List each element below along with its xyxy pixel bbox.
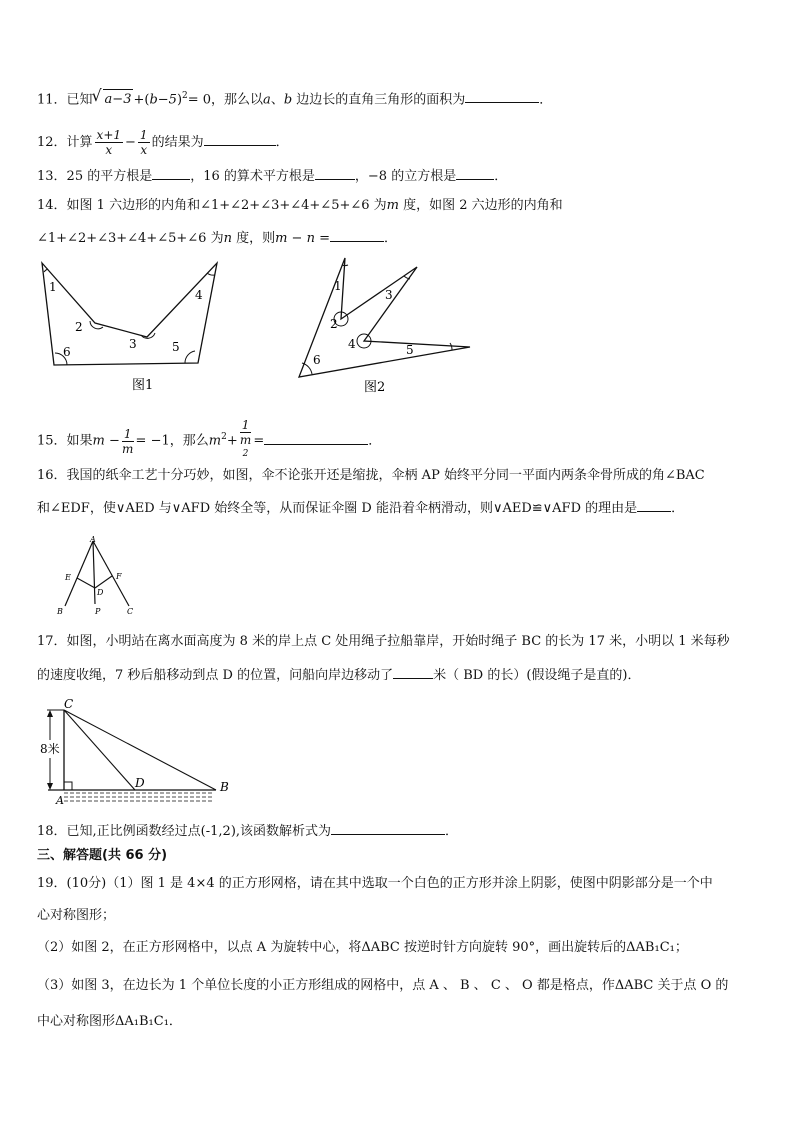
denominator: m — [122, 441, 134, 456]
point-label: E — [65, 573, 71, 582]
q19-line2: 心对称图形； — [37, 908, 116, 923]
q13-text2: ，16 的算术平方根是 — [190, 169, 315, 184]
answer-blank[interactable] — [330, 227, 384, 242]
q14-mn: m − n = — [275, 231, 330, 246]
question-19-line5 — [37, 1012, 182, 1032]
q11-radical: √ a−3 — [103, 89, 134, 110]
denominator: x — [105, 143, 113, 157]
fraction — [138, 128, 150, 157]
angle-label: 2 — [330, 317, 338, 331]
denominator: m — [239, 433, 252, 447]
q16-end: ． — [671, 501, 685, 516]
angle-label: 2 — [75, 320, 83, 334]
q14-line1b: 度，如图 2 六边形的内角和 — [398, 198, 563, 213]
q14-end: ． — [383, 231, 397, 246]
q15-end: ． — [368, 433, 382, 449]
q11-mid2: ) — [176, 92, 183, 108]
angle-label: 1 — [334, 279, 342, 293]
fraction — [95, 128, 123, 157]
point-label: C — [64, 697, 74, 711]
figure-2-label: 图2 — [364, 380, 386, 395]
point-label: P — [95, 607, 101, 616]
q13-end: ． — [494, 169, 508, 184]
point-label: B — [220, 780, 229, 794]
q15-exp: 2 — [221, 432, 227, 443]
question-16-line2 — [37, 497, 684, 519]
denominator-exp: 2 — [242, 449, 249, 459]
umbrella-figure — [52, 534, 142, 618]
numerator: 1 — [139, 128, 148, 142]
answer-blank[interactable] — [264, 430, 368, 445]
question-18 — [37, 820, 458, 842]
answer-blank[interactable] — [204, 131, 276, 146]
question-17-line2 — [37, 664, 640, 686]
q15-eq2: = — [253, 433, 265, 449]
q11-end: ． — [539, 92, 553, 108]
question-19-line1 — [37, 874, 713, 894]
q15-plus: + — [226, 433, 238, 449]
angle-label: 4 — [348, 337, 356, 351]
figure-1-hexagon — [35, 255, 230, 395]
q11-b: b — [283, 92, 293, 108]
angle-label: 5 — [406, 343, 414, 357]
angle-label: 4 — [195, 288, 203, 302]
numerator: 1 — [123, 426, 132, 441]
q14-line2a: ∠1+∠2+∠3+∠4+∠5+∠6 为 — [37, 231, 224, 246]
q11-exp: 2 — [182, 91, 188, 101]
angle-label: 3 — [385, 288, 393, 302]
q19-line1: 19．(10分)（1）图 1 是 4×4 的正方形网格，请在其中选取一个白色的正方形并涂上阴影，使图中阴影部分是一个中 — [37, 876, 713, 891]
q18-end: ． — [445, 824, 459, 839]
q15-m2: m — [208, 433, 222, 449]
q11-suffix: 边边长的直角三角形的面积为 — [292, 92, 466, 108]
angle-label: 1 — [49, 280, 57, 294]
angle-label: 5 — [172, 340, 180, 354]
question-12 — [37, 128, 289, 157]
figure-2-hexagon — [292, 253, 477, 395]
question-19-line4 — [37, 976, 728, 996]
q12-end: ． — [275, 135, 289, 150]
fraction — [122, 427, 134, 456]
q14-n: n — [223, 231, 232, 246]
q12-prefix: 12．计算 — [37, 135, 93, 150]
question-15 — [37, 418, 381, 464]
q14-line1a: 14．如图 1 六边形的内角和∠1+∠2+∠3+∠4+∠5+∠6 为 — [37, 198, 387, 213]
answer-blank[interactable] — [456, 165, 494, 180]
fraction — [240, 418, 252, 464]
answer-blank[interactable] — [637, 497, 671, 512]
answer-blank[interactable] — [315, 165, 355, 180]
angle-label: 6 — [63, 345, 71, 359]
question-19-line2 — [37, 906, 115, 926]
q15-prefix: 15．如果 — [37, 433, 93, 449]
question-11 — [37, 86, 552, 110]
point-label: A — [90, 535, 96, 544]
angle-label: 6 — [313, 353, 321, 367]
answer-blank[interactable] — [152, 165, 190, 180]
point-label: F — [116, 572, 122, 581]
point-label: B — [57, 607, 63, 616]
question-14-line2 — [37, 227, 397, 249]
q11-a: a — [263, 92, 271, 108]
boat-figure — [38, 696, 238, 806]
question-13 — [37, 165, 507, 187]
q11-mid1: +( — [133, 92, 150, 108]
q14-line2b: 度，则 — [231, 231, 276, 246]
q14-m: m — [386, 198, 399, 213]
numerator: 1 — [241, 418, 250, 432]
point-label: D — [135, 776, 145, 790]
point-label: A — [56, 794, 64, 806]
q16-line1: 16．我国的纸伞工艺十分巧妙，如图，伞不论张开还是缩拢，伞柄 AP 始终平分同一平面内两条伞骨所成的角∠BAC — [37, 468, 705, 483]
q11-bvar: b−5 — [149, 92, 177, 108]
denominator: x — [140, 143, 148, 157]
q11-prefix: 11．已知 — [37, 92, 93, 108]
section-heading: 三、解答题(共 66 分) — [37, 848, 168, 863]
q11-mid3: = 0，那么以 — [187, 92, 264, 108]
angle-label: 3 — [129, 337, 137, 351]
q13-text1: 13．25 的平方根是 — [37, 169, 153, 184]
q12-minus: − — [125, 135, 136, 150]
point-label: D — [97, 588, 104, 597]
answer-blank[interactable] — [465, 88, 539, 103]
question-16-line1 — [37, 466, 705, 486]
q15-eq: = −1，那么 — [135, 433, 209, 449]
q15-m1: m − — [92, 433, 120, 449]
numerator: x+1 — [96, 128, 122, 142]
answer-blank[interactable] — [331, 820, 445, 835]
question-19-line3 — [37, 938, 688, 958]
answer-blank[interactable] — [393, 664, 433, 679]
q19-line5: 中心对称图形ΔA₁B₁C₁． — [37, 1014, 182, 1029]
q16-line2a: 和∠EDF，使∨AED 与∨AFD 始终全等，从而保证伞圈 D 能沿着伞柄滑动，则∨AED≌∨AFD 的理由是 — [37, 501, 638, 516]
q17-line1: 17．如图，小明站在离水面高度为 8 米的岸上点 C 处用绳子拉船靠岸，开始时绳子 BC 的长为 17 米，小明以 1 米每秒 — [37, 634, 730, 649]
q13-text3: ，−8 的立方根是 — [354, 169, 457, 184]
figure-1-label: 图1 — [132, 378, 154, 393]
q17-line2a: 的速度收绳，7 秒后船移动到点 D 的位置，问船向岸边移动了 — [37, 668, 394, 683]
question-17-line1 — [37, 632, 730, 652]
q19-line3: （2）如图 2，在正方形网格中，以点 A 为旋转中心，将ΔABC 按逆时针方向旋转 90°，画出旋转后的ΔAB₁C₁； — [37, 940, 688, 955]
height-label: 8米 — [40, 742, 60, 756]
q11-sep: 、 — [270, 92, 284, 108]
q17-line2b: 米（ BD 的长）(假设绳子是直的)． — [433, 668, 641, 683]
point-label: C — [127, 607, 134, 616]
q18-text: 18．已知,正比例函数经过点(-1,2),该函数解析式为 — [37, 824, 332, 839]
question-14-line1 — [37, 196, 563, 216]
q12-suffix: 的结果为 — [151, 135, 204, 150]
q19-line4: （3）如图 3，在边长为 1 个单位长度的小正方形组成的网格中，点 A 、 B 、 C 、 O 都是格点，作ΔABC 关于点 O 的 — [37, 978, 729, 993]
